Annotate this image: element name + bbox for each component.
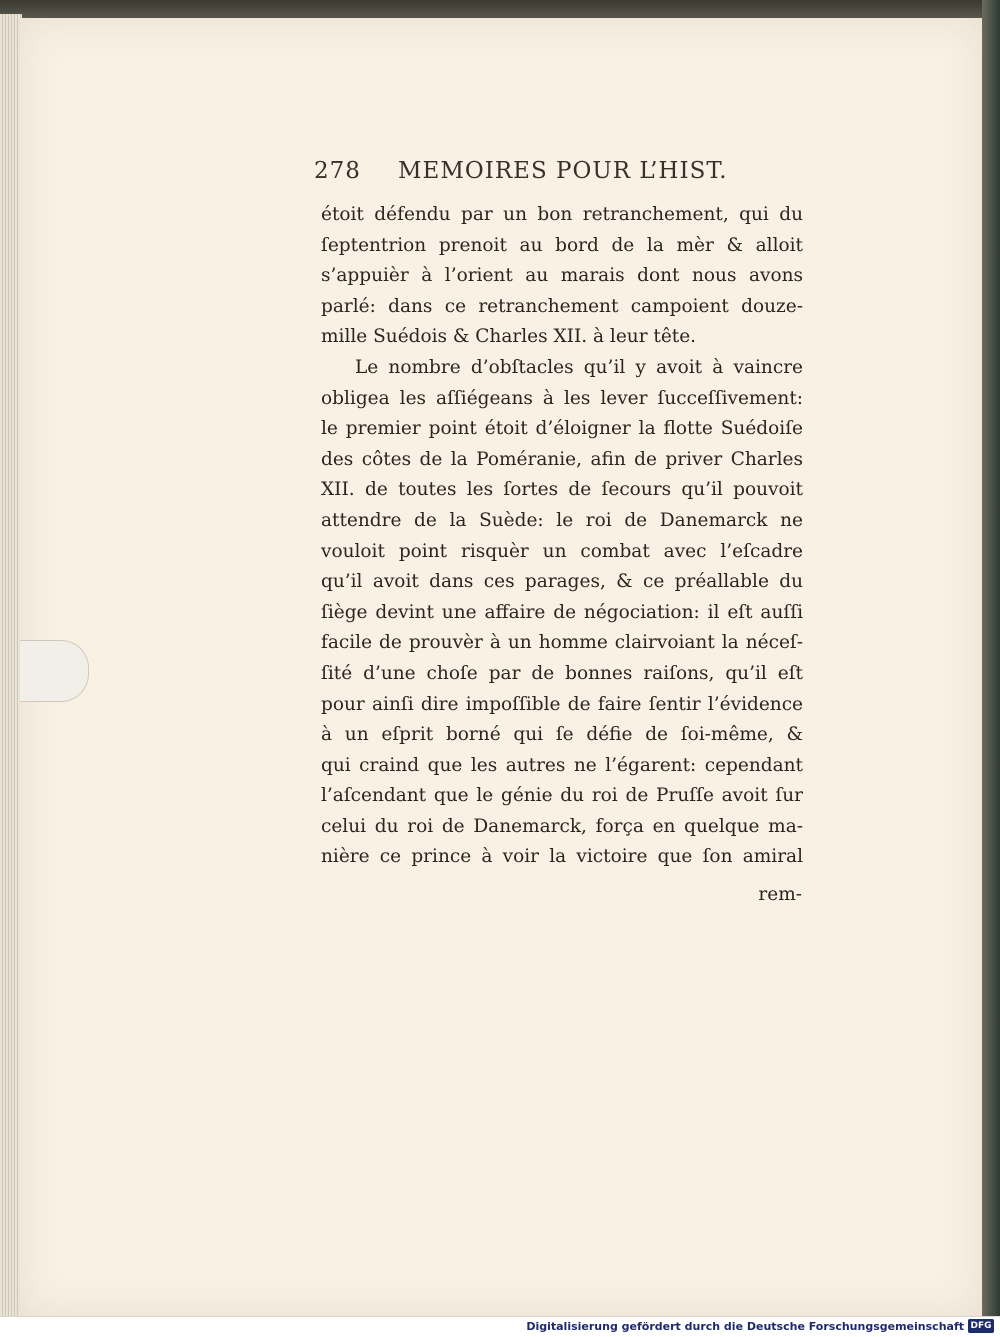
- scan-frame-right: [982, 0, 1000, 1316]
- text-line: celui du roi de Danemarck, força en quelque ma-: [321, 815, 803, 837]
- body-text: [321, 200, 803, 873]
- page-tab-marker: [20, 640, 89, 702]
- footer-credit: Digitalisierung gefördert durch die Deutsche Forschungsgemeinschaft: [526, 1320, 964, 1333]
- text-line: XII. de toutes les ſortes de ſecours qu’il pouvoit: [321, 479, 803, 501]
- text-line: pour ainſi dire impoſſible de faire ſentir l’évidence: [321, 693, 803, 715]
- text-line: parlé: dans ce retranchement campoient douze-: [321, 295, 803, 317]
- text-line: ſité d’une choſe par de bonnes raiſons, qu’il eſt: [321, 662, 803, 684]
- text-line: obligea les aſſiégeans à les lever ſucceſſivement:: [321, 387, 803, 409]
- text-line: étoit défendu par un bon retranchement, qui du: [321, 204, 803, 225]
- paragraph-2: [321, 353, 803, 873]
- text-line: nière ce prince à voir la victoire que ſon amiral: [321, 846, 803, 868]
- text-line: mille Suédois & Charles XII. à leur tête.: [321, 326, 697, 348]
- paragraph-1: [321, 200, 803, 353]
- dfg-logo-icon: DFG: [968, 1319, 994, 1333]
- text-line: l’aſcendant que le génie du roi de Pruſſe avoit ſur: [321, 785, 803, 807]
- text-line: qui craind que les autres ne l’égarent: cependant: [321, 754, 803, 776]
- text-line: s’appuièr à l’orient au marais dont nous avons: [321, 265, 803, 287]
- running-head: [314, 158, 774, 188]
- digitization-footer: [0, 1316, 1000, 1337]
- text-line: qu’il avoit dans ces parages, & ce préallable du: [321, 571, 803, 593]
- page-edges: [0, 14, 22, 1316]
- text-line: des côtes de la Poméranie, afin de priver Charles: [321, 448, 803, 470]
- catchword: rem-: [758, 884, 802, 905]
- scan-frame-top: [0, 0, 1000, 20]
- text-line: facile de prouvèr à un homme clairvoiant la néceſ-: [321, 632, 803, 654]
- text-line: ſeptentrion prenoit au bord de la mèr & alloit: [321, 234, 803, 256]
- text-line: vouloit point risquèr un combat avec l’eſcadre: [321, 540, 803, 562]
- text-line: attendre de la Suède: le roi de Danemarck ne: [321, 509, 803, 531]
- text-line: à un eſprit borné qui ſe défie de ſoi-même, &: [321, 724, 803, 746]
- text-line: Le nombre d’obſtacles qu’il y avoit à vaincre: [355, 356, 803, 378]
- text-line: le premier point étoit d’éloigner la flotte Suédoiſe: [321, 418, 803, 440]
- running-title: MEMOIRES POUR L’HIST.: [398, 158, 728, 184]
- page-number: 278: [314, 158, 361, 184]
- text-line: ſiège devint une affaire de négociation: il eſt auſſi: [321, 601, 803, 623]
